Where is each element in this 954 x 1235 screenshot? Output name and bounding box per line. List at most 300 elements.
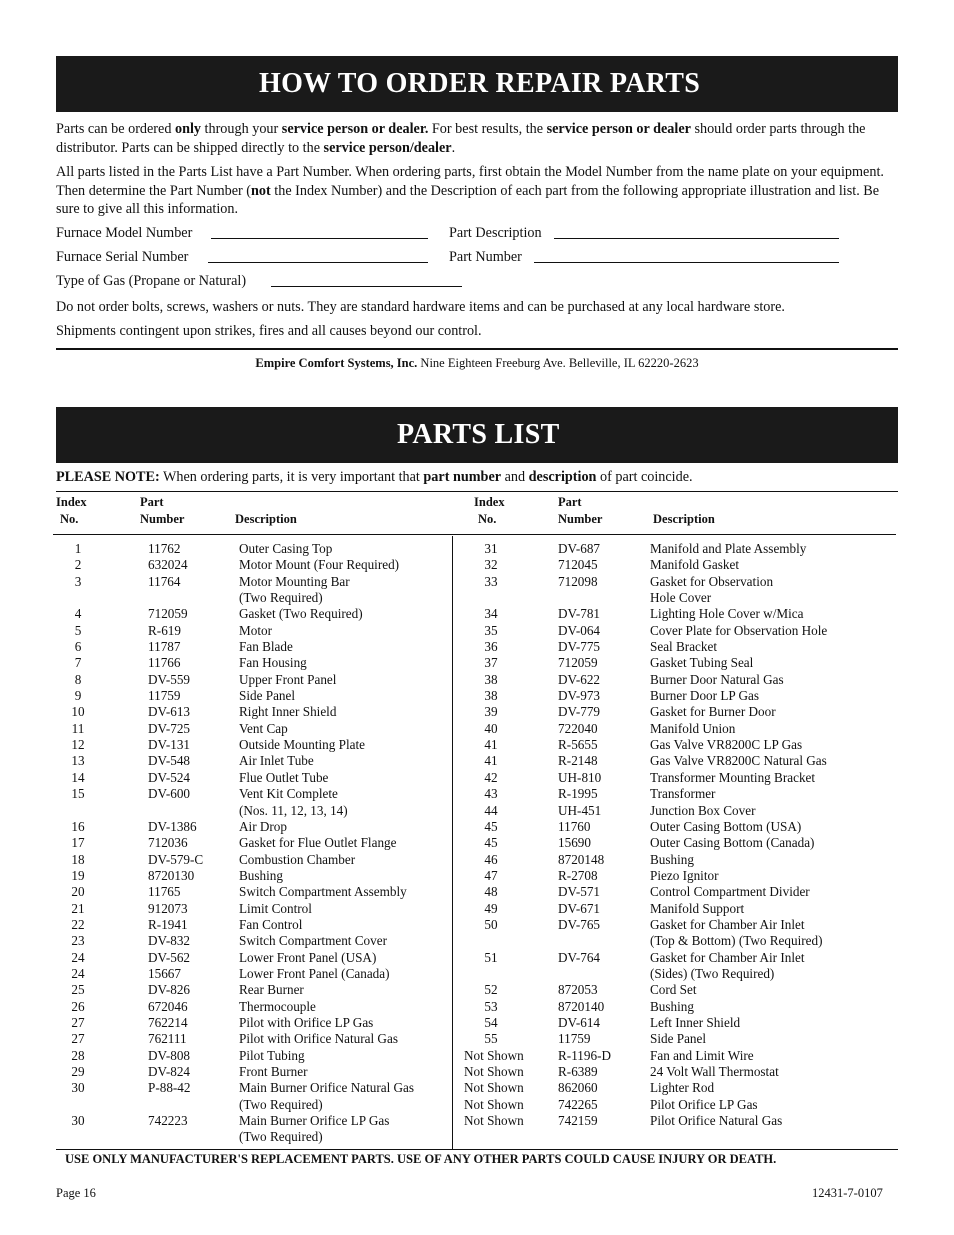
description-cell: Fan Control xyxy=(239,916,303,932)
description-cell: Side Panel xyxy=(650,1031,707,1047)
part-number-cell: 862060 xyxy=(558,1080,598,1096)
index-cell: 45 xyxy=(484,835,498,851)
part-number-cell: R-1941 xyxy=(148,916,188,932)
table-row xyxy=(460,623,896,639)
table-row xyxy=(460,1031,896,1047)
gas-type-line xyxy=(271,286,462,287)
description-cell: Pilot with Orifice LP Gas xyxy=(239,1014,374,1030)
index-cell: 25 xyxy=(71,982,85,998)
part-number-cell: DV-781 xyxy=(558,606,601,622)
description-cell: Motor Mounting Bar xyxy=(239,573,350,589)
description-cell: Seal Bracket xyxy=(650,639,718,655)
note-text-3: of part coincide. xyxy=(596,469,693,485)
index-cell: 3 xyxy=(74,573,82,589)
table-row xyxy=(460,639,896,655)
table-row xyxy=(460,950,896,966)
table-row xyxy=(460,1048,896,1064)
part-number-cell: DV-826 xyxy=(148,982,191,998)
part-number-cell: 762111 xyxy=(148,1031,187,1047)
table-row xyxy=(460,884,896,900)
table-row xyxy=(56,950,448,966)
table-bottom-rule xyxy=(56,1149,898,1150)
part-number-cell: DV-671 xyxy=(558,900,601,916)
part-number-cell: 11760 xyxy=(558,818,591,834)
header-index-line2: No. xyxy=(478,512,497,526)
table-row xyxy=(460,688,896,704)
note-bold-2: description xyxy=(528,469,597,485)
ordering-paragraph-run: For best results, the xyxy=(428,121,547,137)
table-row xyxy=(56,786,448,802)
note-bold-1: part number xyxy=(423,469,502,485)
description-cell: Gasket for Flue Outlet Flange xyxy=(239,835,397,851)
part-number-line xyxy=(534,262,839,263)
part-number-cell: DV-571 xyxy=(558,884,601,900)
part-number-cell: UH-810 xyxy=(558,769,602,785)
table-row xyxy=(460,786,896,802)
part-number-cell: DV-579-C xyxy=(148,851,204,867)
part-number-cell: R-1196-D xyxy=(558,1047,611,1063)
description-cell: Motor xyxy=(239,622,272,638)
index-cell: 27 xyxy=(71,1031,85,1047)
description-cell: Fan Housing xyxy=(239,655,307,671)
description-cell: Burner Door Natural Gas xyxy=(650,671,784,687)
index-cell: 15 xyxy=(71,786,85,802)
index-cell: 44 xyxy=(484,802,498,818)
index-cell: 30 xyxy=(71,1080,85,1096)
description-cell: Motor Mount (Four Required) xyxy=(239,557,400,573)
part-number-cell: 11764 xyxy=(148,573,181,589)
parts-list-title: PARTS LIST xyxy=(56,407,898,463)
index-cell: 20 xyxy=(71,884,85,900)
company-info xyxy=(0,356,954,371)
part-number-cell: 11759 xyxy=(558,1031,591,1047)
index-cell: 40 xyxy=(484,720,498,736)
part-number-cell: R-5655 xyxy=(558,737,598,753)
part-number-cell: 632024 xyxy=(148,557,188,573)
part-number-cell: P-88-42 xyxy=(148,1080,191,1096)
header-part-left xyxy=(140,494,184,528)
document-number: 12431-7-0107 xyxy=(812,1186,883,1200)
description-cell: Pilot Orifice LP Gas xyxy=(650,1096,758,1112)
table-row xyxy=(56,655,448,671)
part-number-cell: 11765 xyxy=(148,884,181,900)
index-cell: Not Shown xyxy=(464,1080,524,1096)
index-cell: 45 xyxy=(484,818,498,834)
table-row xyxy=(56,541,448,557)
table-row xyxy=(460,541,896,557)
table-row xyxy=(460,803,896,819)
index-cell: 55 xyxy=(484,1031,498,1047)
part-number-label: Part Number xyxy=(449,249,522,265)
ordering-paragraph-run: service person or dealer. xyxy=(281,121,429,137)
table-row xyxy=(56,721,448,737)
description-cell: Pilot Orifice Natural Gas xyxy=(650,1113,783,1129)
header-description-right: Description xyxy=(653,512,715,526)
index-cell: 48 xyxy=(484,884,498,900)
table-row xyxy=(56,704,448,720)
table-row xyxy=(56,1048,448,1064)
part-number-cell: 712059 xyxy=(148,606,188,622)
table-row xyxy=(460,933,896,949)
part-number-cell: DV-973 xyxy=(558,688,601,704)
table-row xyxy=(460,655,896,671)
description-cell: (Two Required) xyxy=(239,1129,323,1145)
description-cell: Manifold Support xyxy=(650,900,745,916)
part-number-cell: R-2148 xyxy=(558,753,598,769)
part-description-label: Part Description xyxy=(449,225,542,241)
index-cell: 39 xyxy=(484,704,498,720)
table-row xyxy=(460,590,896,606)
ordering-paragraph xyxy=(56,120,898,157)
part-number-cell: 15667 xyxy=(148,965,181,981)
description-cell: Hole Cover xyxy=(650,590,712,606)
table-row xyxy=(56,803,448,819)
index-cell: 26 xyxy=(71,998,85,1014)
table-row xyxy=(56,688,448,704)
index-cell: 4 xyxy=(74,606,82,622)
description-cell: Lighter Rod xyxy=(650,1080,715,1096)
index-cell: 5 xyxy=(74,622,82,638)
part-number-cell: DV-775 xyxy=(558,639,601,655)
index-cell: 52 xyxy=(484,982,498,998)
description-cell: Air Drop xyxy=(239,818,287,834)
table-row xyxy=(56,835,448,851)
table-row xyxy=(56,917,448,933)
table-row xyxy=(56,770,448,786)
index-cell: 19 xyxy=(71,867,85,883)
index-cell: 32 xyxy=(484,557,498,573)
description-cell: Gasket Tubing Seal xyxy=(650,655,754,671)
part-number-cell: DV-622 xyxy=(558,671,601,687)
part-number-cell: R-619 xyxy=(148,622,181,638)
table-row xyxy=(56,852,448,868)
ordering-paragraph-run: should order parts through the distributor. Parts can be shipped directly to the xyxy=(56,121,866,156)
index-cell: 53 xyxy=(484,998,498,1014)
index-cell: 54 xyxy=(484,1014,498,1030)
part-number-cell: DV-548 xyxy=(148,753,191,769)
index-cell: 41 xyxy=(484,753,498,769)
description-cell: Piezo Ignitor xyxy=(650,867,719,883)
table-row xyxy=(460,1015,896,1031)
index-cell: 31 xyxy=(484,541,498,556)
part-number-cell: DV-832 xyxy=(148,933,191,949)
description-cell: Gasket for Observation xyxy=(650,573,774,589)
table-row xyxy=(460,1113,896,1129)
index-cell: 21 xyxy=(71,900,85,916)
shipments-note: Shipments contingent upon strikes, fires and all causes beyond our control. xyxy=(56,323,482,339)
part-number-cell: 912073 xyxy=(148,900,188,916)
index-cell: 47 xyxy=(484,867,498,883)
part-number-cell: 11766 xyxy=(148,655,181,671)
parts-table-left xyxy=(56,541,448,1146)
header-part-line2: Number xyxy=(140,512,185,526)
description-cell: Left Inner Shield xyxy=(650,1014,741,1030)
description-cell: Gasket for Burner Door xyxy=(650,704,776,720)
page-number: Page 16 xyxy=(56,1186,96,1200)
part-number-cell: UH-451 xyxy=(558,802,602,818)
part-number-cell: R-1995 xyxy=(558,786,598,802)
part-number-cell: 712045 xyxy=(558,557,598,573)
index-cell: 24 xyxy=(71,965,85,981)
description-cell: 24 Volt Wall Thermostat xyxy=(650,1064,779,1079)
part-number-paragraph-run: All parts listed in the Parts List have a Part Number. When ordering parts, first obtain the Model Number from the name plate on your equipment. Then determine the Part Number ( xyxy=(56,164,884,199)
part-number-cell: 712059 xyxy=(558,655,598,671)
ordering-paragraph-run: Parts can be ordered xyxy=(56,121,175,137)
index-cell: 35 xyxy=(484,622,498,638)
part-number-cell: DV-614 xyxy=(558,1014,601,1030)
table-row xyxy=(56,1129,448,1145)
description-cell: Gasket (Two Required) xyxy=(239,606,363,622)
description-cell: Gas Valve VR8200C LP Gas xyxy=(650,737,803,753)
description-cell: Gas Valve VR8200C Natural Gas xyxy=(650,753,827,769)
description-cell: Transformer Mounting Bracket xyxy=(650,769,816,785)
part-description-line xyxy=(554,238,839,239)
table-row xyxy=(56,639,448,655)
index-cell: 17 xyxy=(71,835,85,851)
part-number-cell: DV-064 xyxy=(558,622,601,638)
description-cell: Right Inner Shield xyxy=(239,704,337,720)
table-row xyxy=(56,1080,448,1096)
part-number-cell: 742265 xyxy=(558,1096,598,1112)
index-cell: 36 xyxy=(484,639,498,655)
description-cell: Lower Front Panel (Canada) xyxy=(239,965,390,981)
model-number-line xyxy=(211,238,428,239)
description-cell: Pilot Tubing xyxy=(239,1047,305,1063)
index-cell: 24 xyxy=(71,949,85,965)
part-number-cell: DV-613 xyxy=(148,704,191,720)
description-cell: (Top & Bottom) (Two Required) xyxy=(650,933,823,949)
part-number-cell: DV-559 xyxy=(148,671,191,687)
header-index-line1: Index xyxy=(56,495,87,509)
part-number-cell: 742223 xyxy=(148,1113,188,1129)
part-number-cell: 762214 xyxy=(148,1014,188,1030)
header-description-left: Description xyxy=(235,512,297,526)
table-row xyxy=(460,982,896,998)
ordering-paragraph-run: only xyxy=(174,121,201,137)
description-cell: Switch Compartment Assembly xyxy=(239,884,407,900)
description-cell: Control Compartment Divider xyxy=(650,884,810,900)
table-row xyxy=(460,1097,896,1113)
table-row xyxy=(460,770,896,786)
table-row xyxy=(460,557,896,573)
table-row xyxy=(56,819,448,835)
part-number-cell: 11787 xyxy=(148,639,181,655)
index-cell: 41 xyxy=(484,737,498,753)
part-number-cell: DV-562 xyxy=(148,949,191,965)
table-row xyxy=(460,819,896,835)
description-cell: Lower Front Panel (USA) xyxy=(239,949,377,965)
part-number-cell: 722040 xyxy=(558,720,598,736)
index-cell: 6 xyxy=(74,639,82,655)
index-cell: 8 xyxy=(74,671,82,687)
table-row xyxy=(460,1064,896,1080)
table-row xyxy=(56,557,448,573)
index-cell: 23 xyxy=(71,933,85,949)
description-cell: Manifold Union xyxy=(650,720,736,736)
index-cell: 33 xyxy=(484,573,498,589)
serial-number-label: Furnace Serial Number xyxy=(56,249,189,265)
description-cell: Rear Burner xyxy=(239,982,304,998)
description-cell: Combustion Chamber xyxy=(239,851,356,867)
header-part-line1: Part xyxy=(140,495,164,509)
index-cell: 49 xyxy=(484,900,498,916)
index-cell: 12 xyxy=(71,737,85,753)
table-row xyxy=(56,868,448,884)
description-cell: Flue Outlet Tube xyxy=(239,769,329,785)
hardware-note: Do not order bolts, screws, washers or nuts. They are standard hardware items and can be purchased at any local hardware store. xyxy=(56,299,785,315)
gas-type-label: Type of Gas (Propane or Natural) xyxy=(56,273,247,289)
index-cell: 1 xyxy=(74,541,82,556)
description-cell: Main Burner Orifice LP Gas xyxy=(239,1113,390,1129)
ordering-paragraph-run: . xyxy=(451,139,456,156)
description-cell: Vent Cap xyxy=(239,720,288,736)
company-divider xyxy=(56,348,898,350)
order-section-title: HOW TO ORDER REPAIR PARTS xyxy=(56,56,898,112)
table-row xyxy=(460,835,896,851)
part-number-cell: DV-131 xyxy=(148,737,191,753)
table-row xyxy=(56,1097,448,1113)
table-row xyxy=(56,590,448,606)
description-cell: Cord Set xyxy=(650,982,697,998)
table-row xyxy=(56,574,448,590)
description-cell: Vent Kit Complete xyxy=(239,786,338,802)
description-cell: Outside Mounting Plate xyxy=(239,737,366,753)
index-cell: 11 xyxy=(71,720,85,736)
header-index-right xyxy=(474,494,505,528)
part-number-cell: 672046 xyxy=(148,998,188,1014)
table-row xyxy=(56,999,448,1015)
table-row xyxy=(56,982,448,998)
index-cell: 34 xyxy=(484,606,498,622)
description-cell: Switch Compartment Cover xyxy=(239,933,387,949)
description-cell: Air Inlet Tube xyxy=(239,753,314,769)
table-top-rule xyxy=(56,491,898,492)
part-number-cell: DV-808 xyxy=(148,1047,191,1063)
index-cell: 38 xyxy=(484,688,498,704)
part-number-cell: 872053 xyxy=(558,982,598,998)
note-label: PLEASE NOTE: xyxy=(56,469,160,485)
part-number-cell: DV-779 xyxy=(558,704,601,720)
column-divider xyxy=(452,536,453,1150)
header-bottom-rule xyxy=(53,534,896,535)
table-row xyxy=(460,704,896,720)
table-row xyxy=(56,1113,448,1129)
table-row xyxy=(56,1064,448,1080)
description-cell: (Nos. 11, 12, 13, 14) xyxy=(239,802,348,818)
index-cell: 50 xyxy=(484,916,498,932)
description-cell: Bushing xyxy=(650,851,694,867)
table-row xyxy=(460,606,896,622)
table-row xyxy=(56,966,448,982)
index-cell: Not Shown xyxy=(464,1096,524,1112)
part-number-cell: 11762 xyxy=(148,541,181,556)
index-cell: 2 xyxy=(74,557,82,573)
table-row xyxy=(56,606,448,622)
index-cell: 51 xyxy=(484,949,498,965)
header-index-left xyxy=(56,494,87,528)
part-number-cell: DV-765 xyxy=(558,916,601,932)
table-row xyxy=(56,753,448,769)
header-part-right xyxy=(558,494,602,528)
description-cell: Thermocouple xyxy=(239,998,316,1014)
replacement-warning: USE ONLY MANUFACTURER'S REPLACEMENT PARTS. USE OF ANY OTHER PARTS COULD CAUSE INJURY OR DEATH. xyxy=(65,1152,777,1166)
part-number-paragraph xyxy=(56,163,898,219)
description-cell: Fan and Limit Wire xyxy=(650,1047,754,1063)
table-row xyxy=(56,933,448,949)
index-cell: 18 xyxy=(71,851,85,867)
note-text-2: and xyxy=(501,469,529,485)
serial-number-line xyxy=(208,262,428,263)
part-number-cell: 712098 xyxy=(558,573,598,589)
index-cell: Not Shown xyxy=(464,1047,524,1063)
table-row xyxy=(460,753,896,769)
table-row xyxy=(460,737,896,753)
index-cell: 9 xyxy=(74,688,82,704)
part-number-cell: DV-824 xyxy=(148,1064,191,1079)
index-cell: 10 xyxy=(71,704,85,720)
index-cell: Not Shown xyxy=(464,1113,524,1129)
part-number-cell: R-6389 xyxy=(558,1064,598,1079)
index-cell: 7 xyxy=(74,655,82,671)
description-cell: Manifold Gasket xyxy=(650,557,739,573)
part-number-cell: 15690 xyxy=(558,835,591,851)
description-cell: Lighting Hole Cover w/Mica xyxy=(650,606,804,622)
description-cell: (Sides) (Two Required) xyxy=(650,965,775,981)
part-number-cell: 8720130 xyxy=(148,867,195,883)
table-row xyxy=(460,672,896,688)
header-part-line1: Part xyxy=(558,495,582,509)
description-cell: Bushing xyxy=(239,867,283,883)
part-number-cell: 8720140 xyxy=(558,998,605,1014)
index-cell: 27 xyxy=(71,1014,85,1030)
table-row xyxy=(56,672,448,688)
index-cell: 13 xyxy=(71,753,85,769)
part-number-cell: 11759 xyxy=(148,688,181,704)
company-name: Empire Comfort Systems, Inc. xyxy=(255,356,418,370)
table-row xyxy=(460,917,896,933)
description-cell: Cover Plate for Observation Hole xyxy=(650,622,828,638)
table-row xyxy=(460,966,896,982)
parts-table-right xyxy=(460,541,896,1129)
header-index-line1: Index xyxy=(474,495,505,509)
description-cell: Junction Box Cover xyxy=(650,802,756,818)
index-cell: 22 xyxy=(71,916,85,932)
table-row xyxy=(460,901,896,917)
note-text-1: When ordering parts, it is very important that xyxy=(159,469,424,485)
table-row xyxy=(460,852,896,868)
description-cell: Outer Casing Bottom (Canada) xyxy=(650,835,815,851)
table-row xyxy=(56,1015,448,1031)
description-cell: Gasket for Chamber Air Inlet xyxy=(650,916,805,932)
table-row xyxy=(56,623,448,639)
table-row xyxy=(460,721,896,737)
part-number-cell: 712036 xyxy=(148,835,188,851)
index-cell: 38 xyxy=(484,671,498,687)
part-number-cell: DV-524 xyxy=(148,769,191,785)
description-cell: Outer Casing Bottom (USA) xyxy=(650,818,802,834)
table-row xyxy=(56,1031,448,1047)
please-note xyxy=(56,469,693,486)
part-number-cell: DV-687 xyxy=(558,541,601,556)
part-number-cell: 742159 xyxy=(558,1113,598,1129)
index-cell: 29 xyxy=(71,1064,85,1079)
description-cell: Upper Front Panel xyxy=(239,671,337,687)
header-index-line2: No. xyxy=(60,512,79,526)
index-cell: 43 xyxy=(484,786,498,802)
description-cell: Limit Control xyxy=(239,900,312,916)
index-cell: 28 xyxy=(71,1047,85,1063)
ordering-paragraph-run: service person or dealer xyxy=(546,121,691,137)
